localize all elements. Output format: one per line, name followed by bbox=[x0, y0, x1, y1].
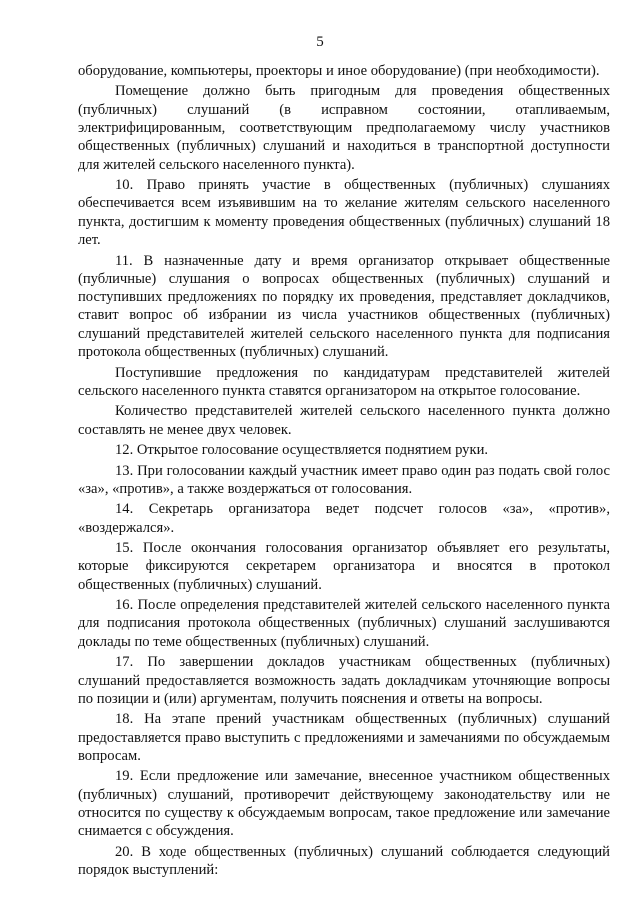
paragraph-item-14: 14. Секретарь организатора ведет подсчет голосов «за», «против», «воздержался». bbox=[78, 501, 610, 536]
paragraph-item-10: 10. Право принять участие в общественных (публичных) слушаниях обеспечивается всем изъявившим на то желание жителям сельского населенного пункта, достигшим к моменту проведения общественных (публичных) слушаний 18 лет. bbox=[78, 177, 610, 249]
paragraph-representatives-count: Количество представителей жителей сельского населенного пункта должно составлять не менее двух человек. bbox=[78, 403, 610, 438]
paragraph-item-15: 15. После окончания голосования организатор объявляет его результаты, которые фиксируются секретарем организатора и вносятся в протокол общественных (публичных) слушаний. bbox=[78, 540, 610, 593]
paragraph-item-13: 13. При голосовании каждый участник имеет право один раз подать свой голос «за», «против», а также воздержаться от голосования. bbox=[78, 462, 610, 497]
document-body bbox=[78, 62, 610, 882]
paragraph-item-12: 12. Открытое голосование осуществляется поднятием руки. bbox=[115, 442, 489, 459]
paragraph-item-17: 17. По завершении докладов участникам общественных (публичных) слушаний предоставляется возможность задать докладчикам уточняющие вопросы по позиции и (или) аргументам, получить пояснения и ответы на вопросы. bbox=[78, 654, 610, 707]
paragraph-item-18: 18. На этапе прений участникам общественных (публичных) слушаний предоставляется право выступить с предложениями и замечаниями по обсуждаемым вопросам. bbox=[78, 711, 610, 764]
paragraph-item-11: 11. В назначенные дату и время организатор открывает общественные (публичные) слушания о вопросах общественных (публичных) слушаний и поступивших предложениях по порядку их проведения, представляет докладчиков, ставит вопрос об избрании из числа участников общественных (публичных) слушаний представителей жителей сельского населенного пункта для подписания протокола общественных (публичных) слушаний. bbox=[78, 252, 610, 361]
page-number: 5 bbox=[316, 34, 324, 50]
paragraph-premises-requirements: Помещение должно быть пригодным для проведения общественных (публичных) слушаний (в исправном состоянии, отапливаемым, электрифицированным, соответствующим предполагаемому числу участников общественных (публичных) слушаний и находиться в транспортной доступности для жителей сельского населенного пункта). bbox=[78, 83, 610, 173]
paragraph-item-20: 20. В ходе общественных (публичных) слушаний соблюдается следующий порядок выступлений: bbox=[78, 843, 610, 879]
paragraph-candidate-proposals: Поступившие предложения по кандидатурам представителей жителей сельского населенного пункта ставятся организатором на открытое голосование. bbox=[78, 364, 610, 399]
paragraph-equipment-continuation: оборудование, компьютеры, проекторы и иное оборудование) (при необходимости). bbox=[78, 63, 600, 79]
paragraph-item-19: 19. Если предложение или замечание, внесенное участником общественных (публичных) слушаний, противоречит действующему законодательству или не относится по существу к обсуждаемым вопросам, такое предложение или замечание снимается с обсуждения. bbox=[78, 768, 610, 840]
paragraph-item-16: 16. После определения представителей жителей сельского населенного пункта для подписания протокола общественных (публичных) слушаний заслушиваются доклады по теме общественных (публичных) слушаний. bbox=[78, 597, 610, 650]
